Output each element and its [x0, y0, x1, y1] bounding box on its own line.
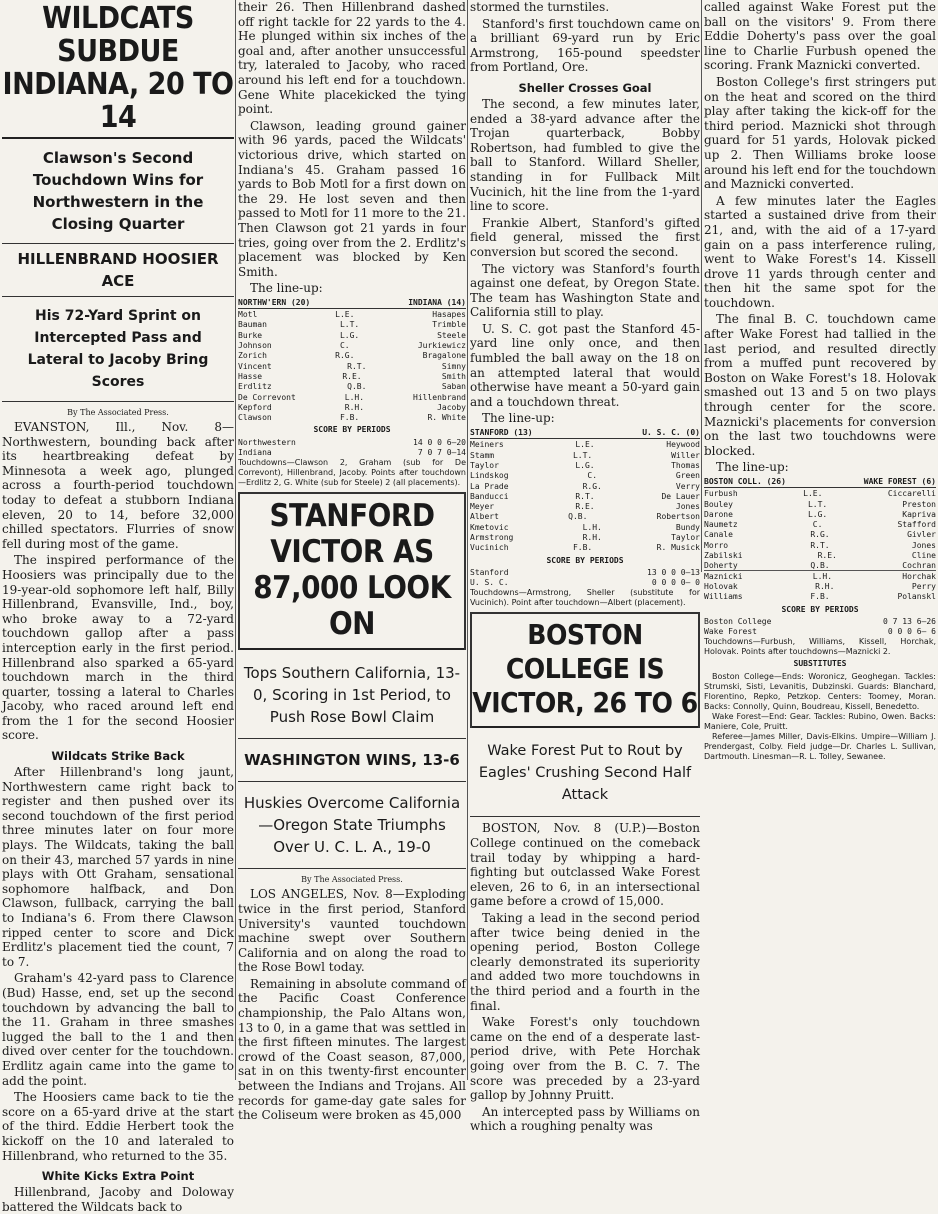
lineup-player-right: Givler	[907, 530, 936, 540]
lineup-player-right: Thomas	[671, 460, 700, 470]
score-row	[704, 617, 936, 627]
score-periods: 14 0 0 6—20	[413, 437, 466, 447]
wildcats-lineup	[238, 298, 466, 488]
lineup-player-right: Steele	[437, 330, 466, 340]
lineup-position: L.E.	[335, 310, 355, 320]
lineup-row	[704, 489, 936, 499]
lineup-row	[238, 351, 466, 361]
lineup-position: R.T.	[810, 540, 830, 550]
lineup-player-left: Armstrong	[470, 533, 514, 542]
lineup-player-left: Erdlitz	[238, 382, 272, 392]
lineup-row	[238, 372, 466, 382]
score-team: Stanford	[470, 567, 509, 577]
score-periods: 13 0 0 0—13	[647, 567, 700, 577]
lineup-position: R.H.	[344, 402, 365, 412]
lineup-row	[470, 533, 700, 543]
lineup-player-right: Bundy	[675, 522, 700, 532]
lineup-position: F.B.	[810, 592, 830, 602]
lineup-position: L.T.	[807, 499, 828, 509]
lineup-position: Q.B.	[568, 512, 588, 522]
lineup-position: Q.B.	[347, 382, 367, 392]
lineup-player-left: Johnson	[238, 341, 272, 351]
column-2	[238, 0, 466, 1123]
lineup-position: Q.B.	[810, 561, 830, 571]
lineup-player-left: Vincent	[238, 361, 272, 371]
lineup-team-right: INDIANA (14)	[408, 297, 466, 307]
lineup-player-left: Lindskog	[470, 471, 509, 481]
lineup-position: R.H.	[815, 581, 835, 591]
lineup-player-right: Hillenbrand	[413, 392, 466, 402]
lineup-row	[238, 362, 466, 372]
boston-lineup	[704, 477, 936, 762]
lineup-row	[704, 592, 936, 602]
lineup-player-left: Stamm	[470, 450, 495, 460]
lineup-row	[470, 471, 700, 481]
lineup-row	[704, 530, 936, 540]
lineup-player-right: Simny	[441, 361, 466, 371]
stanford-credit: By The Associated Press.	[301, 875, 403, 885]
lineup-row	[704, 541, 936, 551]
paragraph: Wake Forest's only touchdown came on the end of a desperate last-period drive, with Pete Horchak going over from the B. C. 7. The score was preceded by a 23-yard gallop by Johnny Pruitt.	[470, 1015, 700, 1103]
lineup-player-right: Jacoby	[437, 402, 466, 412]
lineup-player-right: Cline	[911, 551, 936, 561]
paragraph: The victory was Stanford's fourth against one defeat, by Oregon State. The team has Washington State and California still to play.	[470, 261, 700, 320]
lineup-player-right: Jones	[911, 540, 936, 550]
stanford-deck-1: Tops Southern California, 13-0, Scoring in 1st Period, to Push Rose Bowl Claim	[238, 650, 466, 739]
lineup-team-left: STANFORD (13)	[470, 428, 533, 438]
stanford-story-part-1	[238, 887, 466, 1123]
stanford-story-continued	[470, 0, 700, 75]
score-by-periods-label: SCORE BY PERIODS	[313, 425, 391, 435]
lineup-row	[704, 582, 936, 592]
lineup-position: L.H.	[812, 571, 833, 581]
paragraph: The line-up:	[250, 281, 323, 296]
paragraph: Taking a lead in the second period after twice being denied in the opening period, Boston College clearly demonstrated its superiority and added two more touchdowns in the third period and a fourth in the final.	[470, 911, 700, 1013]
wildcats-deck-1: Clawson's Second Touchdown Wins for Northwestern in the Closing Quarter	[2, 139, 234, 244]
paragraph: BOSTON, Nov. 8 (U.P.)—Boston College continued on the comeback trail today by whipping a hard-fighting but outclassed Wake Forest eleven, 26 to 6, in an intersectional game before a crowd of 15,000.	[470, 821, 700, 909]
lineup-player-left: Maznicki	[704, 571, 743, 581]
paragraph: EVANSTON, Ill., Nov. 8—Northwestern, bounding back after its heartbreaking defeat by Minnesota a week ago, plunged across a fourth-period touchdown today to defeat a stubborn Indiana eleven, 20 to 14, before 32,000 chilled spectators. Flurries of snow fell during most of the game.	[2, 420, 234, 551]
lineup-row	[704, 551, 936, 561]
wildcats-story-part-1	[2, 420, 234, 743]
boston-headline: BOSTON COLLEGE IS VICTOR, 26 TO 6	[472, 614, 698, 728]
lineup-player-left: Clawson	[238, 413, 272, 423]
lineup-player-left: Holovak	[704, 581, 738, 591]
lineup-position: L.T.	[572, 450, 593, 460]
wildcats-story-part-2	[2, 765, 234, 1163]
score-team: Northwestern	[238, 437, 296, 447]
lineup-player-left: Naumetz	[704, 520, 738, 530]
lineup-player-left: Burke	[238, 330, 263, 340]
score-team: U. S. C.	[470, 578, 509, 588]
lineup-row	[238, 331, 466, 341]
paragraph: stormed the turnstiles.	[470, 0, 610, 14]
lineup-row	[470, 492, 700, 502]
lineup-position: C.	[587, 471, 598, 481]
paragraph: The final B. C. touchdown came after Wake Forest had tallied in the last period, and resulted directly from a muffed punt recovered by Boston on Wake Forest's 18. Holovak smashed out 13 and 5 on two plays through center for the score. Maznicki's placements for conversion on the last two touchdowns were blocked.	[704, 312, 936, 458]
lineup-player-right: Robertson	[656, 512, 700, 522]
lineup-player-right: De Lauer	[661, 491, 700, 501]
stanford-headline-box	[238, 492, 466, 650]
score-periods: 0 0 0 0— 0	[651, 578, 700, 588]
lineup-player-right: Stafford	[897, 520, 936, 530]
score-row	[238, 438, 466, 448]
substitutes-text: Wake Forest—End: Gear. Tackles: Rubino, Owen. Backs: Maniere, Cole, Pruitt.	[704, 711, 936, 731]
lineup-row	[704, 500, 936, 510]
lineup-player-left: La Prade	[470, 481, 509, 491]
paragraph: Graham's 42-yard pass to Clarence (Bud) Hasse, end, set up the second touchdown by advancing the ball to the 11. Graham in three smashes lugged the ball to the 1 and then dived over center for the touchdown. Erdlitz again came into the game to add the point.	[2, 971, 234, 1088]
score-periods: 0 7 13 6—26	[883, 616, 936, 626]
paragraph: Clawson, leading ground gainer with 96 yards, paced the Wildcats' victorious drive, which started on Indiana's 45. Graham passed 16 yards to Bob Motl for a first down on the 29. He lost seven and then passed to Motl for 11 more to the 21. Then Clawson got 21 yards in four tries, going over from the 2. Erdlitz's placement was blocked by Ken Smith.	[238, 118, 466, 279]
column-rule	[467, 0, 468, 1080]
lineup-row	[470, 451, 700, 461]
lineup-team-right: WAKE FOREST (6)	[863, 477, 936, 486]
paragraph: The inspired performance of the Hoosiers was principally due to the 19-year-old sophomore left half, Billy Hillenbrand, Evansville, Ind., boy, who broke away to a 72-yard touchdown gallop after a pass interception early in the first period. Hillenbrand also sparked a 65-yard touchdown march in the third quarter, tossing a lateral to Charles Jacoby, who raced around left end from the 1 for the second Hoosier score.	[2, 553, 234, 743]
paragraph: The line-up:	[482, 411, 555, 426]
lineup-row	[238, 393, 466, 403]
scoring-summary: Touchdowns—Armstrong, Sheller (substitute for Vucinich). Point after touchdown—Albert (placement).	[470, 588, 700, 608]
paragraph: An intercepted pass by Williams on which a roughing penalty was	[470, 1104, 700, 1134]
column-4	[704, 0, 936, 761]
wildcats-story-continued	[238, 0, 466, 296]
lineup-player-left: Meiners	[470, 440, 504, 450]
lineup-row	[470, 502, 700, 512]
paragraph: LOS ANGELES, Nov. 8—Exploding twice in the first period, Stanford University's vaunted touchdown machine swept over Southern California and on along the road to the Rose Bowl today.	[238, 887, 466, 975]
lineup-player-left: Canale	[704, 530, 733, 540]
lineup-player-left: Motl	[238, 310, 258, 320]
lineup-position: L.T.	[339, 320, 360, 330]
substitutes-label: SUBSTITUTES	[793, 659, 847, 669]
scoring-summary: Touchdowns—Furbush, Williams, Kissell, Horchak, Holovak. Points after touchdowns—Maznicki 2.	[704, 637, 936, 657]
stanford-headline: STANFORD VICTOR AS 87,000 LOOK ON	[240, 494, 464, 650]
stanford-deck-3: Huskies Overcome California —Oregon State Triumphs Over U. C. L. A., 19-0	[238, 782, 466, 869]
wildcats-subhead-1: Wildcats Strike Back	[51, 749, 185, 764]
lineup-row	[470, 523, 700, 533]
lineup-player-right: Preston	[902, 499, 936, 509]
lineup-player-left: Williams	[704, 592, 743, 602]
lineup-row	[238, 382, 466, 392]
lineup-row	[704, 572, 936, 582]
substitutes-text: Boston College—Ends: Woronicz, Geoghegan. Tackles: Strumski, Sisti, Levanitis, Dubzinski. Guards: Blanchard, Florentino, Repko, Petzkop. Centers: Toomey, Moran. Backs: Connolly, Quinn, Boudreau, Kissell, Benedetto.	[704, 671, 936, 711]
stanford-deck-2: WASHINGTON WINS, 13-6	[238, 739, 466, 782]
lineup-position: C.	[339, 341, 350, 351]
score-team: Wake Forest	[704, 627, 757, 637]
lineup-player-left: Bouley	[704, 499, 733, 509]
lineup-player-left: Meyer	[470, 502, 495, 512]
lineup-row	[238, 310, 466, 320]
paragraph: Frankie Albert, Stanford's gifted field general, missed the first conversion but scored the second.	[470, 215, 700, 259]
paragraph: called against Wake Forest put the ball on the visitors' 9. From there Eddie Doherty's pass over the goal line to Charlie Furbush opened the scoring. Frank Maznicki converted.	[704, 0, 936, 73]
lineup-position: R.T.	[347, 361, 367, 371]
lineup-row	[470, 461, 700, 471]
wildcats-headline: WILDCATS SUBDUE INDIANA, 20 TO 14	[2, 0, 234, 139]
wildcats-credit: By The Associated Press.	[67, 408, 169, 417]
lineup-position: L.G.	[807, 509, 828, 519]
paragraph: Hillenbrand, Jacoby and Doloway battered the Wildcats back to	[2, 1185, 234, 1214]
score-row	[704, 627, 936, 637]
lineup-position: R.G.	[582, 481, 602, 491]
lineup-player-left: Furbush	[704, 489, 738, 499]
lineup-player-right: Horchak	[902, 571, 936, 581]
lineup-player-left: Bauman	[238, 320, 267, 330]
lineup-position: L.G.	[339, 330, 360, 340]
wildcats-deck-2: HILLENBRAND HOOSIER ACE	[2, 244, 234, 297]
lineup-position: R.G.	[810, 530, 830, 540]
score-row	[470, 578, 700, 588]
lineup-player-right: Kapriva	[902, 509, 936, 519]
paragraph: Remaining in absolute command of the Pacific Coast Conference championship, the Palo Altans won, 13 to 0, in a game that was settled in the first fifteen minutes. The largest crowd of the Coast season, 87,000, sat in on this twenty-first encounter between the Indians and Trojans. All records for game-day gate sales for the Coliseum were broken as 45,000	[238, 976, 466, 1123]
lineup-position: C.	[812, 520, 823, 530]
lineup-position: R.E.	[817, 551, 837, 561]
score-team: Indiana	[238, 448, 272, 458]
lineup-position: R.H.	[582, 533, 602, 542]
lineup-position: R.G.	[335, 351, 355, 361]
lineup-player-left: Banducci	[470, 491, 509, 501]
score-team: Boston College	[704, 616, 772, 626]
lineup-player-left: Darone	[704, 509, 733, 519]
score-by-periods-label: SCORE BY PERIODS	[546, 555, 624, 565]
lineup-player-left: Kmetovic	[470, 522, 509, 532]
boston-story-continued	[704, 0, 936, 475]
paragraph: A few minutes later the Eagles started a sustained drive from their 21, and, with the aid of a 17-yard gain on a pass interference ruling, went to Wake Forest's 14. Kissell drove 11 yards through center and then hit the same spot for the touchdown.	[704, 193, 936, 310]
score-row	[470, 568, 700, 578]
lineup-row	[238, 341, 466, 351]
lineup-player-left: Morro	[704, 540, 729, 550]
lineup-player-right: Polanskl	[897, 592, 936, 602]
boston-story-part-1	[470, 821, 700, 1133]
lineup-player-left: Vucinich	[470, 543, 509, 553]
boston-deck-1: Wake Forest Put to Rout by Eagles' Crushing Second Half Attack	[470, 728, 700, 817]
lineup-position: L.H.	[344, 392, 365, 402]
lineup-player-right: Ciccarelli	[887, 489, 936, 499]
lineup-team-left: BOSTON COLL. (26)	[704, 477, 786, 486]
lineup-player-left: Albert	[470, 512, 499, 522]
lineup-row	[470, 512, 700, 522]
column-rule	[235, 0, 236, 1080]
lineup-player-left: Hasse	[238, 371, 263, 381]
lineup-player-left: Taylor	[470, 460, 499, 470]
lineup-team-right: U. S. C. (0)	[642, 428, 700, 438]
lineup-player-right: Jurkiewicz	[417, 341, 466, 351]
lineup-row	[470, 543, 700, 553]
stanford-subhead: Sheller Crosses Goal	[518, 80, 652, 95]
lineup-player-right: Green	[675, 471, 700, 481]
column-rule	[701, 0, 702, 572]
column-end-rule	[704, 570, 936, 571]
lineup-position: L.H.	[582, 522, 602, 532]
score-row	[238, 448, 466, 458]
lineup-player-left: Zabilski	[704, 551, 743, 561]
boston-headline-box	[470, 612, 700, 728]
paragraph: Boston College's first stringers put on the heat and scored on the third play after taking the kick-off for the third period. Maznicki shot through guard for 51 yards, Holovak picked up 2. Then Williams broke loose around his left end for the touchdown and Maznicki converted.	[704, 74, 936, 192]
lineup-player-right: R. Musick	[656, 543, 700, 553]
score-periods: 7 0 7 0—14	[417, 448, 466, 458]
lineup-row	[470, 482, 700, 492]
lineup-player-right: Taylor	[671, 533, 700, 542]
lineup-position: R.E.	[342, 371, 362, 381]
lineup-player-right: Trimble	[432, 320, 466, 330]
lineup-position: R.T.	[575, 491, 595, 501]
lineup-player-right: Smith	[441, 371, 466, 381]
wildcats-subhead-2: White Kicks Extra Point	[41, 1169, 195, 1184]
paragraph: After Hillenbrand's long jaunt, Northwestern came right back to register and then pushed over its second touchdown of the first period three minutes later on four more plays. The Wildcats, taking the ball on their 43, marched 57 yards in nine plays with Ott Graham, sensational sophomore halfback, and Don Clawson, fullback, carrying the ball to Indiana's 6. From there Clawson ripped center to score and Dick Erdlitz's placement tied the count, 7 to 7.	[2, 765, 234, 969]
stanford-story-part-3	[470, 97, 700, 426]
lineup-player-right: Hasapes	[432, 310, 466, 320]
officials-text: Referee—James Miller, Davis-Elkins. Umpire—William J. Prendergast, Colby. Field judge—Dr. Charles L. Sullivan, Dartmouth. Linesman—R. L. Tolley, Sewanee.	[704, 731, 936, 761]
lineup-row	[704, 520, 936, 530]
scoring-summary: Touchdowns—Clawson 2, Graham (sub for De Correvont), Hillenbrand, Jacoby. Points after touchdown—Erdlitz 2, G. White (sub for Steele) 2 (all placements).	[238, 458, 466, 488]
lineup-player-right: Willer	[671, 450, 700, 460]
lineup-position: L.E.	[803, 489, 823, 499]
score-by-periods-label: SCORE BY PERIODS	[781, 604, 859, 614]
paragraph: The second, a few minutes later, ended a 38-yard advance after the Trojan quarterback, Bobby Robertson, had fumbled to give the ball to Stanford. Willard Sheller, standing in for Fullback Milt Vucinich, hit the line from the 1-yard line to score.	[470, 96, 700, 214]
lineup-player-left: De Correvont	[238, 392, 296, 402]
lineup-position: L.E.	[575, 440, 595, 450]
lineup-player-right: Saban	[441, 382, 466, 392]
paragraph: The line-up:	[716, 460, 789, 475]
column-3	[470, 0, 700, 1134]
lineup-player-right: Perry	[911, 581, 936, 591]
lineup-row	[238, 320, 466, 330]
stanford-lineup	[470, 428, 700, 608]
lineup-row	[238, 403, 466, 413]
lineup-team-left: NORTHW'ERN (20)	[238, 297, 311, 307]
paragraph: U. S. C. got past the Stanford 45-yard line only once, and then fumbled the ball away on the 18 on an attempted lateral that would otherwise have meant a 50-yard gain and a touchdown threat.	[470, 321, 700, 409]
paragraph: Stanford's first touchdown came on a brilliant 69-yard run by Eric Armstrong, 165-pound speedster from Portland, Ore.	[470, 16, 700, 75]
score-periods: 0 0 0 6— 6	[887, 627, 936, 637]
lineup-player-left: Kepford	[238, 402, 272, 412]
lineup-player-right: R. White	[427, 413, 466, 423]
column-1	[2, 0, 234, 1214]
lineup-position: L.G.	[575, 460, 595, 470]
lineup-row	[704, 510, 936, 520]
lineup-player-right: Heywood	[666, 440, 700, 450]
lineup-player-left: Doherty	[704, 561, 738, 571]
lineup-player-left: Zorich	[238, 351, 267, 361]
lineup-player-right: Verry	[675, 481, 700, 491]
lineup-row	[238, 413, 466, 423]
lineup-position: F.B.	[572, 543, 593, 553]
lineup-player-right: Jones	[675, 502, 700, 512]
lineup-row	[470, 440, 700, 450]
lineup-player-right: Bragalone	[422, 351, 466, 361]
paragraph: The Hoosiers came back to tie the score on a 65-yard drive at the start of the third. Eddie Herbert took the kickoff on the 10 and lateraled to Hillenbrand, who returned to the 35.	[2, 1090, 234, 1163]
wildcats-deck-3: His 72-Yard Sprint on Intercepted Pass and Lateral to Jacoby Bring Scores	[2, 297, 234, 402]
lineup-position: R.E.	[575, 502, 595, 512]
lineup-player-right: Cochran	[902, 561, 936, 571]
paragraph: their 26. Then Hillenbrand dashed off right tackle for 22 yards to the 4. He plunged within six inches of the goal and, after another unsuccessful try, lateraled to Jacoby, who raced around his left end for a touchdown. Gene White placekicked the tying point.	[238, 0, 466, 117]
lineup-position: F.B.	[339, 413, 360, 423]
